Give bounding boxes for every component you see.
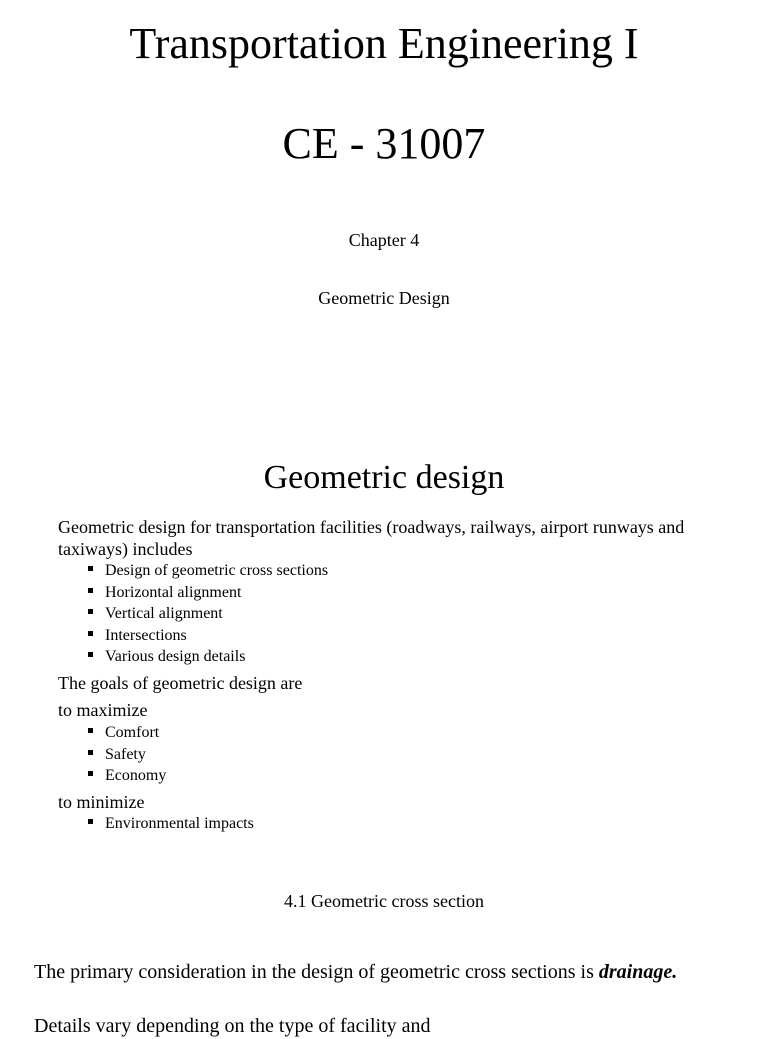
primary-emphasis: drainage. (598, 961, 678, 983)
section-heading: Geometric design (263, 459, 505, 496)
goals-text: The goals of geometric design are (58, 673, 303, 693)
list-item: Economy (86, 765, 166, 787)
list-item: Horizontal alignment (86, 582, 328, 604)
list-item: Various design details (86, 646, 328, 668)
minimize-list (86, 813, 254, 835)
list-item: Vertical alignment (86, 603, 328, 625)
primary-consideration-paragraph (34, 960, 734, 985)
cutoff-paragraph: Details vary depending on the type of facility and (34, 1015, 431, 1037)
minimize-label: to minimize (58, 792, 145, 812)
course-code: CE - 31007 (282, 119, 486, 168)
chapter-title: Geometric Design (318, 288, 450, 308)
maximize-list (86, 722, 166, 787)
chapter-label: Chapter 4 (348, 230, 420, 250)
subsection-title: 4.1 Geometric cross section (284, 891, 484, 911)
list-item: Environmental impacts (86, 813, 254, 835)
list-item: Intersections (86, 625, 328, 647)
list-item: Design of geometric cross sections (86, 560, 328, 582)
list-item: Safety (86, 744, 166, 766)
list-item: Comfort (86, 722, 166, 744)
includes-list (86, 560, 328, 668)
intro-paragraph: Geometric design for transportation facilities (roadways, railways, airport runways and taxiways) includes (58, 517, 685, 559)
course-title: Transportation Engineering I (129, 19, 639, 68)
maximize-label: to maximize (58, 700, 148, 720)
primary-text: The primary consideration in the design of geometric cross sections is (34, 961, 599, 983)
